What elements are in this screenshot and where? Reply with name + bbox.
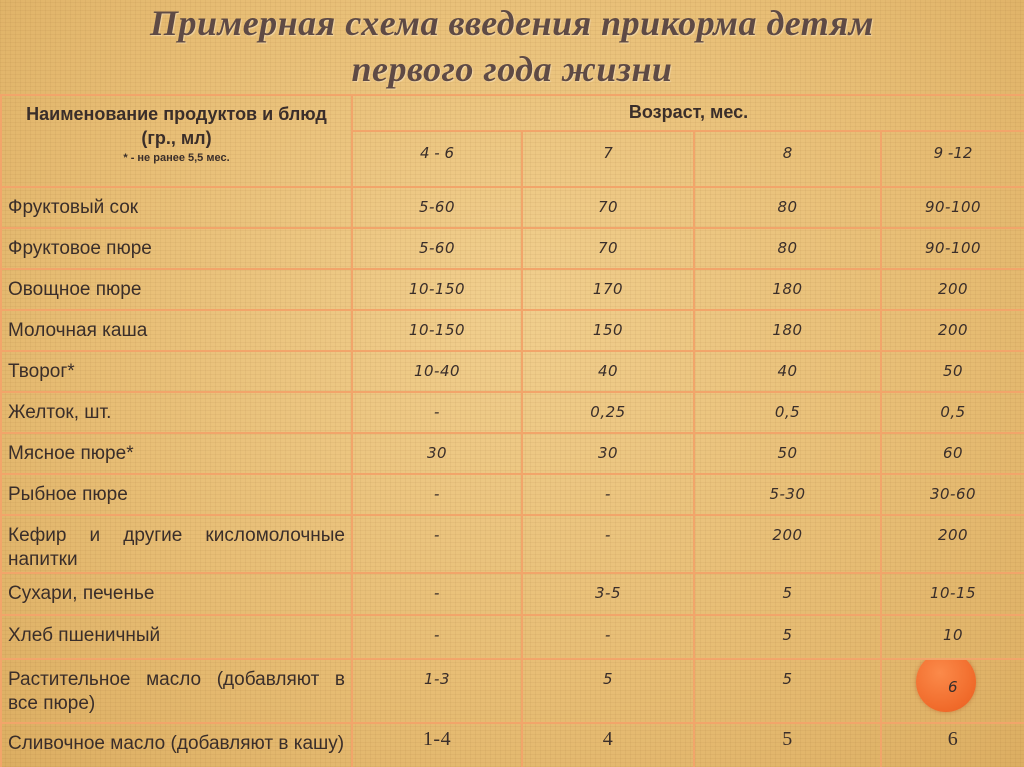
row-value: 30 (522, 433, 694, 474)
row-value: 0,5 (881, 392, 1024, 433)
row-value: 10-40 (352, 351, 522, 392)
row-value: 80 (694, 228, 881, 269)
row-value: 1-4 (352, 723, 522, 767)
table-row (1, 269, 1024, 310)
row-value: 0,5 (694, 392, 881, 433)
table-row (1, 351, 1024, 392)
row-value: 90-100 (881, 187, 1024, 228)
row-value: 150 (522, 310, 694, 351)
highlight-circle (916, 659, 976, 712)
row-value: 60 (881, 433, 1024, 474)
row-product-name: Растительное масло (добавляют в все пюре) (1, 659, 352, 723)
table-row (1, 723, 1024, 767)
row-value: 10-150 (352, 310, 522, 351)
row-value: 40 (522, 351, 694, 392)
row-product-name: Сухари, печенье (1, 573, 352, 615)
table-row (1, 515, 1024, 573)
row-value: 200 (881, 515, 1024, 573)
age-col-3: 8 (694, 131, 881, 187)
row-product-name: Рыбное пюре (1, 474, 352, 515)
row-value-highlighted (881, 659, 1024, 723)
row-value: 3-5 (522, 573, 694, 615)
table-row (1, 433, 1024, 474)
row-product-name: Фруктовый сок (1, 187, 352, 228)
row-value: - (522, 515, 694, 573)
row-value: - (352, 392, 522, 433)
row-product-name: Кефир и другие кисломолочные напитки (1, 515, 352, 573)
table-row (1, 392, 1024, 433)
header-name-label: Наименование продуктов и блюд (гр., мл) (26, 104, 327, 148)
row-value: 50 (881, 351, 1024, 392)
table-row (1, 187, 1024, 228)
row-value: - (522, 615, 694, 659)
row-value: 5 (694, 615, 881, 659)
page-title (0, 0, 1024, 94)
table-row (1, 474, 1024, 515)
row-value: 1-3 (352, 659, 522, 723)
feeding-schedule-table (0, 94, 1024, 767)
header-product-name (1, 95, 352, 187)
table-row (1, 659, 1024, 723)
row-value: 200 (881, 310, 1024, 351)
row-product-name: Молочная каша (1, 310, 352, 351)
row-value: - (352, 515, 522, 573)
row-product-name: Сливочное масло (добавляют в кашу) (1, 723, 352, 767)
row-value: 170 (522, 269, 694, 310)
row-value: 70 (522, 187, 694, 228)
row-product-name: Овощное пюре (1, 269, 352, 310)
row-value: 5 (694, 659, 881, 723)
row-value: 10 (881, 615, 1024, 659)
table-row (1, 615, 1024, 659)
table-row (1, 228, 1024, 269)
row-value: 5-60 (352, 187, 522, 228)
table-row (1, 310, 1024, 351)
row-value: 10-15 (881, 573, 1024, 615)
row-value: - (352, 615, 522, 659)
highlighted-value: 6 (948, 678, 959, 696)
row-value: 80 (694, 187, 881, 228)
row-value: 5-30 (694, 474, 881, 515)
age-col-4: 9 -12 (881, 131, 1024, 187)
row-product-name: Желток, шт. (1, 392, 352, 433)
row-value: 200 (881, 269, 1024, 310)
row-product-name: Хлеб пшеничный (1, 615, 352, 659)
row-value: 5-60 (352, 228, 522, 269)
title-line-1: Примерная схема введения прикорма детям (150, 3, 874, 43)
header-row-top (1, 95, 1024, 131)
row-value: 180 (694, 269, 881, 310)
row-value: 0,25 (522, 392, 694, 433)
row-value: 4 (522, 723, 694, 767)
row-product-name: Мясное пюре* (1, 433, 352, 474)
row-value: 200 (694, 515, 881, 573)
row-product-name: Творог* (1, 351, 352, 392)
row-value: 5 (522, 659, 694, 723)
row-value: 40 (694, 351, 881, 392)
header-name-note: * - не ранее 5,5 мес. (123, 152, 230, 164)
row-value: 30-60 (881, 474, 1024, 515)
row-value: 5 (694, 723, 881, 767)
row-value: - (352, 573, 522, 615)
row-value: 10-150 (352, 269, 522, 310)
age-col-1: 4 - 6 (352, 131, 522, 187)
header-age-label: Возраст, мес. (352, 95, 1024, 131)
row-value: - (522, 474, 694, 515)
row-value: 30 (352, 433, 522, 474)
row-value: 70 (522, 228, 694, 269)
table-row (1, 573, 1024, 615)
row-value: 180 (694, 310, 881, 351)
row-value: 6 (881, 723, 1024, 767)
row-value: - (352, 474, 522, 515)
row-value: 50 (694, 433, 881, 474)
title-line-2: первого года жизни (351, 49, 673, 89)
row-value: 90-100 (881, 228, 1024, 269)
row-product-name: Фруктовое пюре (1, 228, 352, 269)
row-value: 5 (694, 573, 881, 615)
age-col-2: 7 (522, 131, 694, 187)
